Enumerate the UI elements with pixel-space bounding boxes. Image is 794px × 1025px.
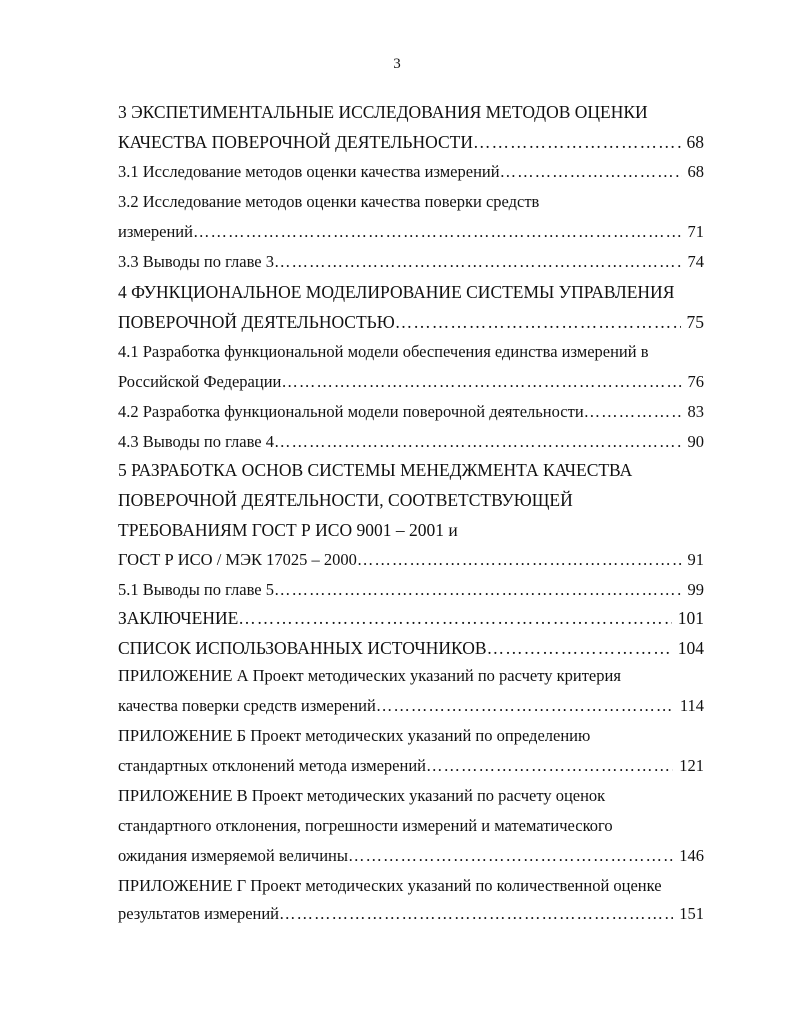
- toc-chapter-5-title-line2: ПОВЕРОЧНОЙ ДЕЯТЕЛЬНОСТИ, СООТВЕТСТВУЮЩЕЙ: [118, 490, 573, 510]
- toc-entry-appendix-b: [118, 756, 704, 776]
- toc-page-number: 101: [677, 608, 704, 628]
- leader-dots: [426, 756, 673, 776]
- toc-chapter-5-title-line3: ТРЕБОВАНИЯМ ГОСТ Р ИСО 9001 – 2001 и: [118, 520, 458, 540]
- toc-page-number: 68: [686, 132, 704, 152]
- toc-entry-text: качества поверки средств измерений: [118, 696, 376, 715]
- toc-chapter-5-title-line1: 5 РАЗРАБОТКА ОСНОВ СИСТЕМЫ МЕНЕДЖМЕНТА КАЧЕСТВА: [118, 460, 633, 480]
- toc-page-number: 74: [687, 252, 704, 271]
- leader-dots: [376, 696, 674, 716]
- toc-entry-text: 5.1 Выводы по главе 5: [118, 580, 274, 599]
- toc-chapter-3-title-line1: 3 ЭКСПЕТИМЕНТАЛЬНЫЕ ИССЛЕДОВАНИЯ МЕТОДОВ ОЦЕНКИ: [118, 102, 648, 122]
- leader-dots: [274, 580, 682, 600]
- toc-entry-chapter-4: [118, 312, 704, 332]
- toc-entry-text: КАЧЕСТВА ПОВЕРОЧНОЙ ДЕЯТЕЛЬНОСТИ: [118, 132, 473, 152]
- toc-page-number: 75: [686, 312, 704, 332]
- toc-page-number: 76: [687, 372, 704, 391]
- toc-page-number: 121: [679, 756, 704, 775]
- toc-page-number: 104: [677, 638, 704, 658]
- toc-appendix-v-line1: ПРИЛОЖЕНИЕ В Проект методических указаний по расчету оценок: [118, 786, 606, 805]
- leader-dots: [238, 608, 671, 628]
- toc-entry-3-1: [118, 162, 704, 182]
- toc-entry-conclusion: [118, 608, 704, 628]
- leader-dots: [279, 904, 673, 924]
- toc-chapter-4-title-line1: 4 ФУНКЦИОНАЛЬНОЕ МОДЕЛИРОВАНИЕ СИСТЕМЫ УПРАВЛЕНИЯ: [118, 282, 675, 302]
- toc-entry-text: ЗАКЛЮЧЕНИЕ: [118, 608, 239, 628]
- toc-entry-text: стандартных отклонений метода измерений: [118, 756, 426, 775]
- leader-dots: [193, 222, 682, 242]
- leader-dots: [584, 402, 682, 422]
- toc-page-number: 68: [687, 162, 704, 181]
- leader-dots: [395, 312, 681, 332]
- toc-page-number: 83: [687, 402, 704, 421]
- toc-entry-text: ГОСТ Р ИСО / МЭК 17025 – 2000: [118, 550, 357, 569]
- toc-entry-text: ПОВЕРОЧНОЙ ДЕЯТЕЛЬНОСТЬЮ: [118, 312, 395, 332]
- toc-page-number: 146: [679, 846, 704, 865]
- toc-entry-text: ожидания измеряемой величины: [118, 846, 348, 865]
- toc-entry-3-3: [118, 252, 704, 272]
- leader-dots: [274, 432, 682, 452]
- toc-entry-3-2: [118, 222, 704, 242]
- toc-entry-appendix-g: [118, 904, 704, 924]
- toc-entry-chapter-3: [118, 132, 704, 152]
- toc-entry-4-2: [118, 402, 704, 422]
- toc-entry-text: измерений: [118, 222, 193, 241]
- toc-appendix-a-line1: ПРИЛОЖЕНИЕ А Проект методических указаний по расчету критерия: [118, 666, 621, 685]
- toc-entry-4-1-line1: 4.1 Разработка функциональной модели обеспечения единства измерений в: [118, 342, 649, 361]
- toc-page-number: 114: [679, 696, 704, 715]
- toc-entry-text: 3.3 Выводы по главе 3: [118, 252, 274, 271]
- toc-entry-3-2-line1: 3.2 Исследование методов оценки качества поверки средств: [118, 192, 540, 211]
- toc-entry-text: Российской Федерации: [118, 372, 282, 391]
- toc-appendix-g-line1: ПРИЛОЖЕНИЕ Г Проект методических указаний по количественной оценке: [118, 876, 662, 895]
- toc-entry-text: 3.1 Исследование методов оценки качества измерений: [118, 162, 500, 181]
- page-number: 3: [393, 56, 401, 72]
- toc-entry-5-1: [118, 580, 704, 600]
- toc-entry-text: результатов измерений: [118, 904, 280, 923]
- toc-entry-appendix-a: [118, 696, 704, 716]
- toc-entry-text: 4.3 Выводы по главе 4: [118, 432, 274, 451]
- toc-page-number: 90: [687, 432, 704, 451]
- leader-dots: [500, 162, 682, 182]
- leader-dots: [473, 132, 681, 152]
- toc-page-number: 151: [679, 904, 704, 923]
- leader-dots: [274, 252, 682, 272]
- toc-entry-references: [118, 638, 704, 658]
- leader-dots: [357, 550, 682, 570]
- toc-page-number: 91: [687, 550, 704, 569]
- toc-entry-text: 4.2 Разработка функциональной модели поверочной деятельности: [118, 402, 584, 421]
- leader-dots: [281, 372, 681, 392]
- toc-page-number: 71: [687, 222, 704, 241]
- toc-entry-4-1: [118, 372, 704, 392]
- toc-appendix-b-line1: ПРИЛОЖЕНИЕ Б Проект методических указаний по определению: [118, 726, 591, 745]
- leader-dots: [348, 846, 673, 866]
- toc-entry-4-3: [118, 432, 704, 452]
- toc-entry-text: СПИСОК ИСПОЛЬЗОВАННЫХ ИСТОЧНИКОВ: [118, 638, 487, 658]
- toc-page-number: 99: [687, 580, 704, 599]
- leader-dots: [487, 638, 672, 658]
- toc-appendix-v-line2: стандартного отклонения, погрешности измерений и математического: [118, 816, 613, 835]
- toc-entry-appendix-v: [118, 846, 704, 866]
- toc-entry-chapter-5: [118, 550, 704, 570]
